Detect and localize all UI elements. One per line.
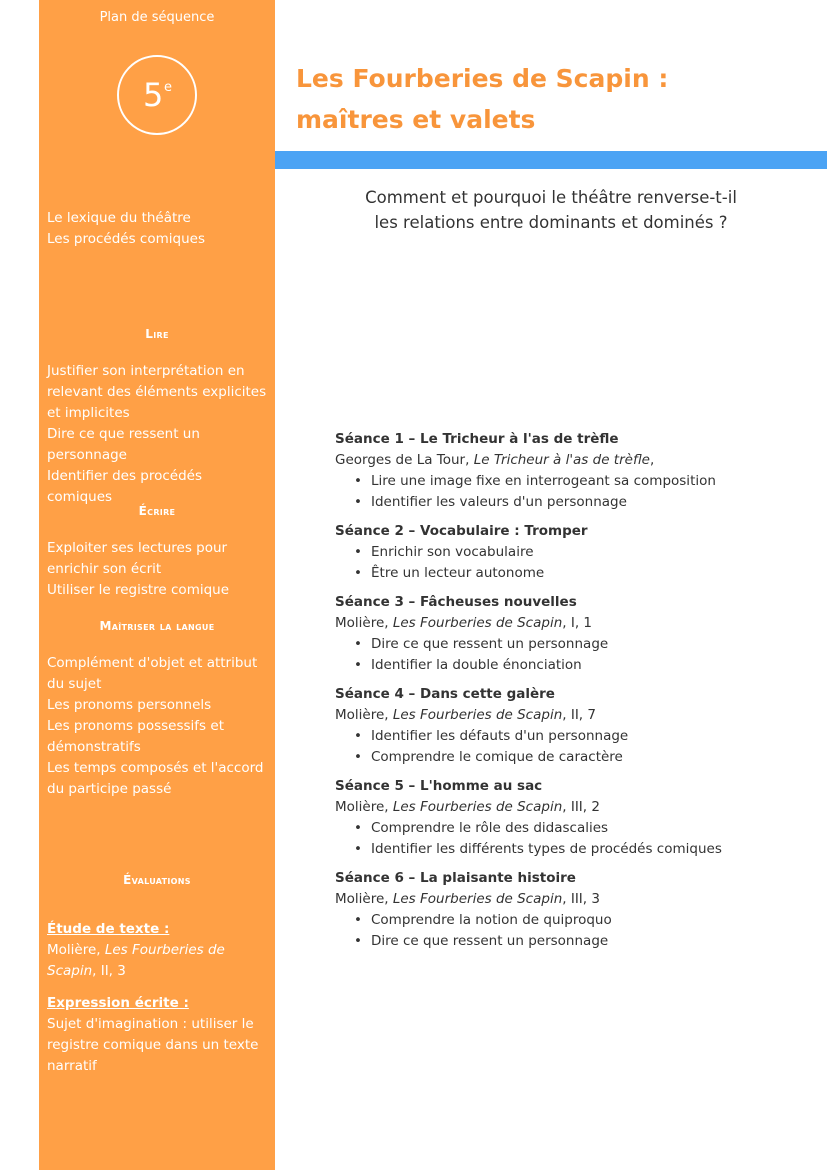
section-heading-lire: Lire bbox=[145, 327, 169, 341]
seance-objectives bbox=[335, 818, 815, 860]
level-number: 5 bbox=[143, 76, 164, 114]
seance-objectives bbox=[335, 542, 815, 584]
objective-item: • Identifier la double énonciation bbox=[335, 655, 815, 676]
level-badge bbox=[117, 55, 197, 135]
langue-item: Les pronoms possessifs et démonstratifs bbox=[47, 718, 224, 755]
evaluation-text: Sujet d'imagination : utiliser le registre comique dans un texte narratif bbox=[47, 1016, 259, 1074]
objective-item: • Identifier les valeurs d'un personnage bbox=[335, 492, 815, 513]
title-divider-bar bbox=[275, 151, 827, 169]
seance-objectives bbox=[335, 910, 815, 952]
intro-item: Les procédés comiques bbox=[47, 231, 205, 247]
seance-source: Georges de La Tour, Le Tricheur à l'as de trèfle, bbox=[335, 452, 655, 468]
seance-list bbox=[335, 429, 815, 960]
section-heading-evaluations: Évaluations bbox=[123, 873, 191, 887]
intro-list bbox=[47, 208, 269, 250]
sequence-plan-label: Plan de séquence bbox=[99, 10, 215, 25]
ecrire-item: Utiliser le registre comique bbox=[47, 582, 230, 598]
evaluation-text: Molière, Les Fourberies de Scapin, II, 3 bbox=[47, 942, 225, 979]
level-suffix: e bbox=[164, 80, 172, 95]
seance-title: Séance 5 – L'homme au sac bbox=[335, 778, 543, 794]
seance-objectives bbox=[335, 471, 815, 513]
objective-item: • Lire une image fixe en interrogeant sa composition bbox=[335, 471, 815, 492]
langue-list bbox=[47, 653, 269, 800]
sidebar bbox=[39, 0, 275, 1170]
objective-item: • Être un lecteur autonome bbox=[335, 563, 815, 584]
objective-item: • Dire ce que ressent un personnage bbox=[335, 634, 815, 655]
seance-block bbox=[335, 684, 815, 768]
seance-block bbox=[335, 592, 815, 676]
evaluation-writing bbox=[47, 993, 269, 1077]
objective-item: • Comprendre le comique de caractère bbox=[335, 747, 815, 768]
seance-title: Séance 6 – La plaisante histoire bbox=[335, 870, 576, 886]
objective-item: • Enrichir son vocabulaire bbox=[335, 542, 815, 563]
intro-item: Le lexique du théâtre bbox=[47, 210, 191, 226]
objective-item: • Identifier les différents types de procédés comiques bbox=[335, 839, 815, 860]
ecrire-item: Exploiter ses lectures pour enrichir son écrit bbox=[47, 540, 228, 577]
seance-source: Molière, Les Fourberies de Scapin, I, 1 bbox=[335, 615, 593, 631]
lire-item: Dire ce que ressent un personnage bbox=[47, 426, 200, 463]
seance-source: Molière, Les Fourberies de Scapin, III, 2 bbox=[335, 799, 600, 815]
seance-title: Séance 1 – Le Tricheur à l'as de trèfle bbox=[335, 431, 619, 447]
langue-item: Les pronoms personnels bbox=[47, 697, 212, 713]
langue-item: Complément d'objet et attribut du sujet bbox=[47, 655, 258, 692]
objective-item: • Comprendre la notion de quiproquo bbox=[335, 910, 815, 931]
langue-item: Les temps composés et l'accord du participe passé bbox=[47, 760, 264, 797]
objective-item: • Identifier les défauts d'un personnage bbox=[335, 726, 815, 747]
seance-title: Séance 4 – Dans cette galère bbox=[335, 686, 555, 702]
lire-item: Identifier des procédés comiques bbox=[47, 468, 203, 505]
seance-objectives bbox=[335, 726, 815, 768]
seance-title: Séance 3 – Fâcheuses nouvelles bbox=[335, 594, 577, 610]
seance-block bbox=[335, 868, 815, 952]
seance-block bbox=[335, 521, 815, 584]
section-heading-ecrire: Écrire bbox=[138, 504, 176, 518]
objective-item: • Comprendre le rôle des didascalies bbox=[335, 818, 815, 839]
lire-item: Justifier son interprétation en relevant des éléments explicites et implicites bbox=[47, 363, 267, 421]
ecrire-list bbox=[47, 538, 269, 601]
seance-objectives bbox=[335, 634, 815, 676]
evaluation-title: Étude de texte : bbox=[47, 921, 170, 937]
seance-block bbox=[335, 429, 815, 513]
problem-question: Comment et pourquoi le théâtre renverse-t-il les relations entre dominants et dominés ? bbox=[365, 188, 737, 232]
lire-list bbox=[47, 361, 269, 508]
seance-title: Séance 2 – Vocabulaire : Tromper bbox=[335, 523, 588, 539]
evaluation-text-study bbox=[47, 919, 269, 982]
section-heading-langue: Maîtriser la langue bbox=[99, 619, 215, 633]
page-title: Les Fourberies de Scapin : maîtres et valets bbox=[296, 64, 669, 134]
seance-block bbox=[335, 776, 815, 860]
evaluation-title: Expression écrite : bbox=[47, 995, 189, 1011]
seance-source: Molière, Les Fourberies de Scapin, III, 3 bbox=[335, 891, 600, 907]
objective-item: • Dire ce que ressent un personnage bbox=[335, 931, 815, 952]
seance-source: Molière, Les Fourberies de Scapin, II, 7 bbox=[335, 707, 596, 723]
